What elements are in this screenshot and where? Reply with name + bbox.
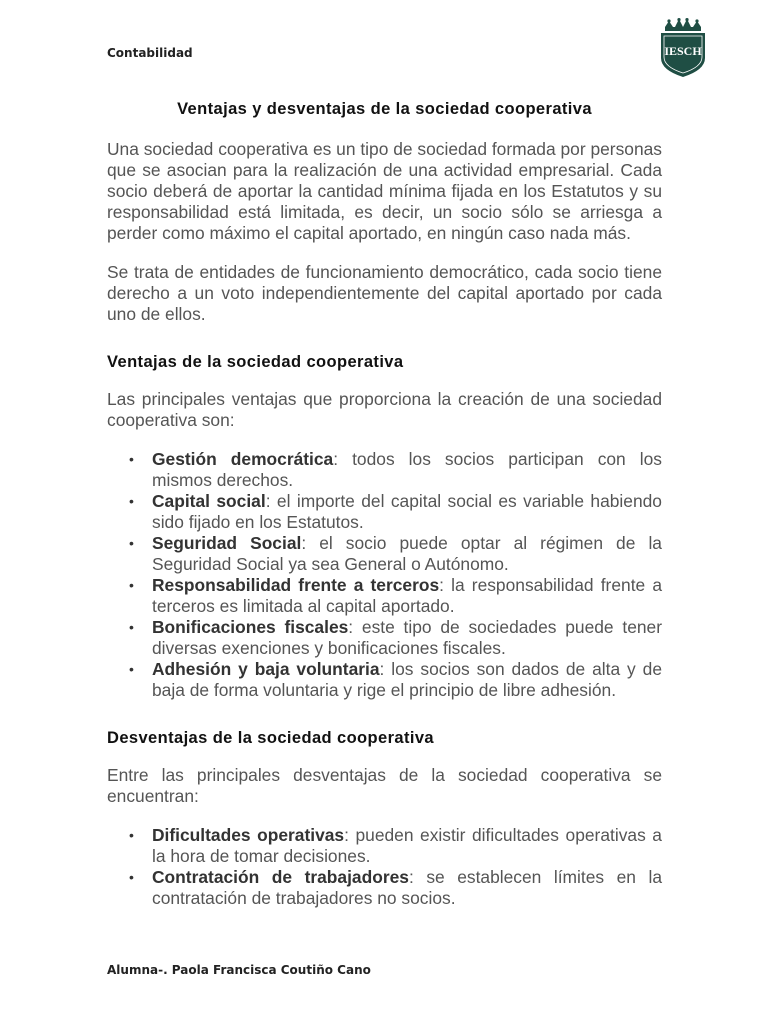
bullet-icon: • [129,493,134,509]
list-item [107,533,662,575]
intro-paragraph-2: Se trata de entidades de funcionamiento democrático, cada socio tiene derecho a un voto independientemente del capital aportado por cada uno de ellos. [107,262,662,324]
list-item [107,825,662,867]
item-text: : el socio puede optar al régimen de la Seguridad Social ya sea General o Autónomo. [152,533,662,574]
bullet-icon: • [129,869,134,885]
bullet-icon: • [129,619,134,635]
bullet-icon: • [129,451,134,467]
bullet-icon: • [129,827,134,843]
course-header: Contabilidad [107,46,193,60]
desventajas-lead: Entre las principales desventajas de la sociedad cooperativa se encuentran: [107,765,662,806]
list-item [107,449,662,491]
bullet-icon: • [129,577,134,593]
ventajas-heading: Ventajas de la sociedad cooperativa [107,353,404,371]
bullet-icon: • [129,661,134,677]
ventajas-lead: Las principales ventajas que proporciona la creación de una sociedad cooperativa son: [107,389,662,430]
desventajas-heading: Desventajas de la sociedad cooperativa [107,729,435,747]
item-text: : este tipo de sociedades puede tener diversas exenciones y bonificaciones fiscales. [152,617,663,658]
item-text: : se establecen límites en la contratación de trabajadores no socios. [152,867,662,908]
item-term: Contratación de trabajadores [152,867,409,887]
list-item [107,575,662,617]
item-text: : todos los socios participan con los mismos derechos. [152,449,662,490]
list-item [107,867,662,909]
item-term: Capital social [152,491,266,511]
item-text: : el importe del capital social es variable habiendo sido fijado en los Estatutos. [152,491,662,532]
item-term: Seguridad Social [152,533,302,553]
logo-text: IESCH [664,44,702,58]
item-term: Adhesión y baja voluntaria [152,659,380,679]
item-term: Bonificaciones fiscales [152,617,349,637]
student-footer: Alumna-. Paola Francisca Coutiño Cano [107,963,371,977]
list-item [107,491,662,533]
bullet-icon: • [129,535,134,551]
crown-shield-logo [655,18,711,78]
item-text: : la responsabilidad frente a terceros es limitada al capital aportado. [152,575,662,616]
list-item [107,617,662,659]
desventajas-list [107,825,662,909]
item-text: : los socios son dados de alta y de baja de forma voluntaria y rige el principio de libre adhesión. [152,659,662,700]
intro-paragraph-1: Una sociedad cooperativa es un tipo de sociedad formada por personas que se asocian para la realización de una actividad empresarial. Cada socio deberá de aportar la cantidad mínima fijada en los Estatutos y su responsabilidad está limitada, es decir, un socio sólo se arriesga a perder como máximo el capital aportado, en ningún caso nada más. [107,139,662,243]
document-title: Ventajas y desventajas de la sociedad cooperativa [177,100,592,118]
item-term: Responsabilidad frente a terceros [152,575,440,595]
item-term: Gestión democrática [152,449,334,469]
item-text: : pueden existir dificultades operativas a la hora de tomar decisiones. [152,825,662,866]
item-term: Dificultades operativas [152,825,345,845]
list-item [107,659,662,701]
document-body [107,100,662,909]
ventajas-list [107,449,662,701]
